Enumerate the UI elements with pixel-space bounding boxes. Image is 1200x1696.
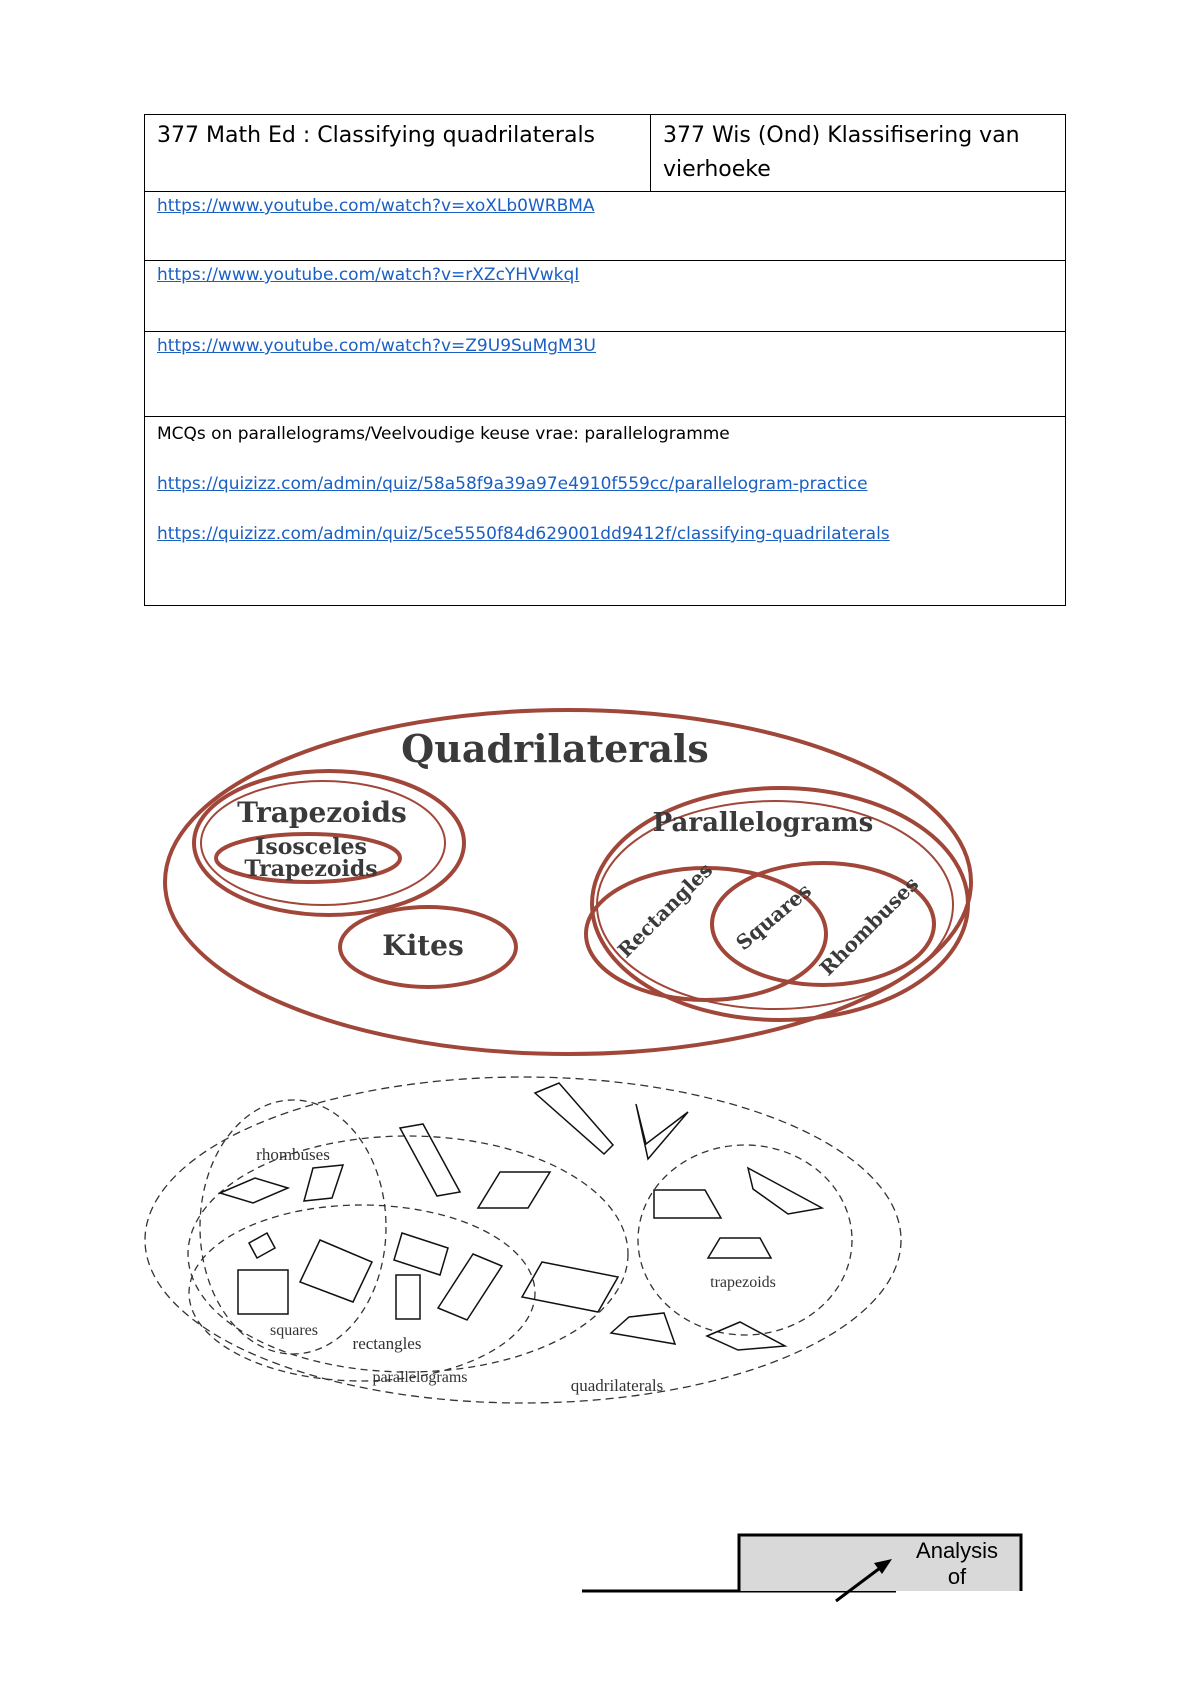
quadrilateral-shape [611,1313,675,1344]
shape-outlines [220,1083,822,1350]
trapezoid-shape [708,1238,771,1258]
header-right-cell: 377 Wis (Ond) Klassifisering van vierhoeke [651,115,1066,192]
youtube-link-3[interactable]: https://www.youtube.com/watch?v=Z9U9SuMgM3U [157,336,596,356]
analysis-callout [582,1535,1021,1601]
rhombus-shape [304,1165,343,1201]
quizizz-link-1[interactable]: https://quizizz.com/admin/quiz/58a58f9a39a97e4910f559cc/parallelogram-practice [157,474,868,494]
isosceles-label-line1: Isosceles [255,834,367,860]
quadrilaterals-set-label: quadrilaterals [570,1376,664,1395]
parallelograms-label: Parallelograms [652,808,874,838]
rhombus-shape [220,1178,288,1203]
youtube-link-2[interactable]: https://www.youtube.com/watch?v=rXZcYHVwkqI [157,265,580,285]
parallelogram-shape [478,1172,550,1208]
square-shape [300,1240,372,1302]
rhombuses-label: Rhombuses [814,871,924,981]
rectangle-shape [394,1233,448,1275]
trapezoid-shape [654,1190,721,1218]
quizizz-link-2[interactable]: https://quizizz.com/admin/quiz/5ce5550f84d629001dd9412f/classifying-quadrilaterals [157,524,890,544]
trapezoids-set [638,1145,852,1335]
squares-set-label: squares [270,1322,318,1339]
rhombuses-set-label: rhombuses [256,1145,330,1164]
rectangles-label: Rectangles [612,857,718,963]
quadrilateral-shape [707,1322,785,1350]
square-shape [238,1270,288,1314]
rhombus-shape [249,1233,275,1258]
rectangle-shape [396,1275,420,1319]
trapezoids-label: Trapezoids [237,796,407,829]
analysis-label-line2: of [947,1564,967,1589]
quadrilateral-shape [636,1104,688,1159]
rectangles-set [189,1205,535,1381]
squares-label: Squares [731,878,816,955]
parallelogram-shape [522,1262,618,1312]
youtube-link-1[interactable]: https://www.youtube.com/watch?v=xoXLb0WRBMA [157,196,595,216]
analysis-label-line1: Analysis [916,1538,998,1563]
quadrilateral-shape [535,1083,613,1154]
parallelograms-set-label: parallelograms [372,1369,468,1386]
quadrilaterals-label: Quadrilaterals [401,726,709,771]
mcq-title: MCQs on parallelograms/Veelvoudige keuse vrae: parallelogramme [157,424,730,444]
rectangles-set-label: rectangles [352,1334,422,1353]
quadrilaterals-set [145,1077,901,1403]
rectangle-shape [438,1254,502,1320]
shapes-venn-diagram [145,1077,901,1403]
trapezoids-set-label: trapezoids [710,1274,776,1291]
header-left-cell: 377 Math Ed : Classifying quadrilaterals [145,115,651,192]
parallelogram-shape [400,1124,460,1196]
isosceles-label-line2: Trapezoids [244,856,378,882]
trapezoid-shape [748,1168,822,1214]
kites-label: Kites [382,929,464,962]
